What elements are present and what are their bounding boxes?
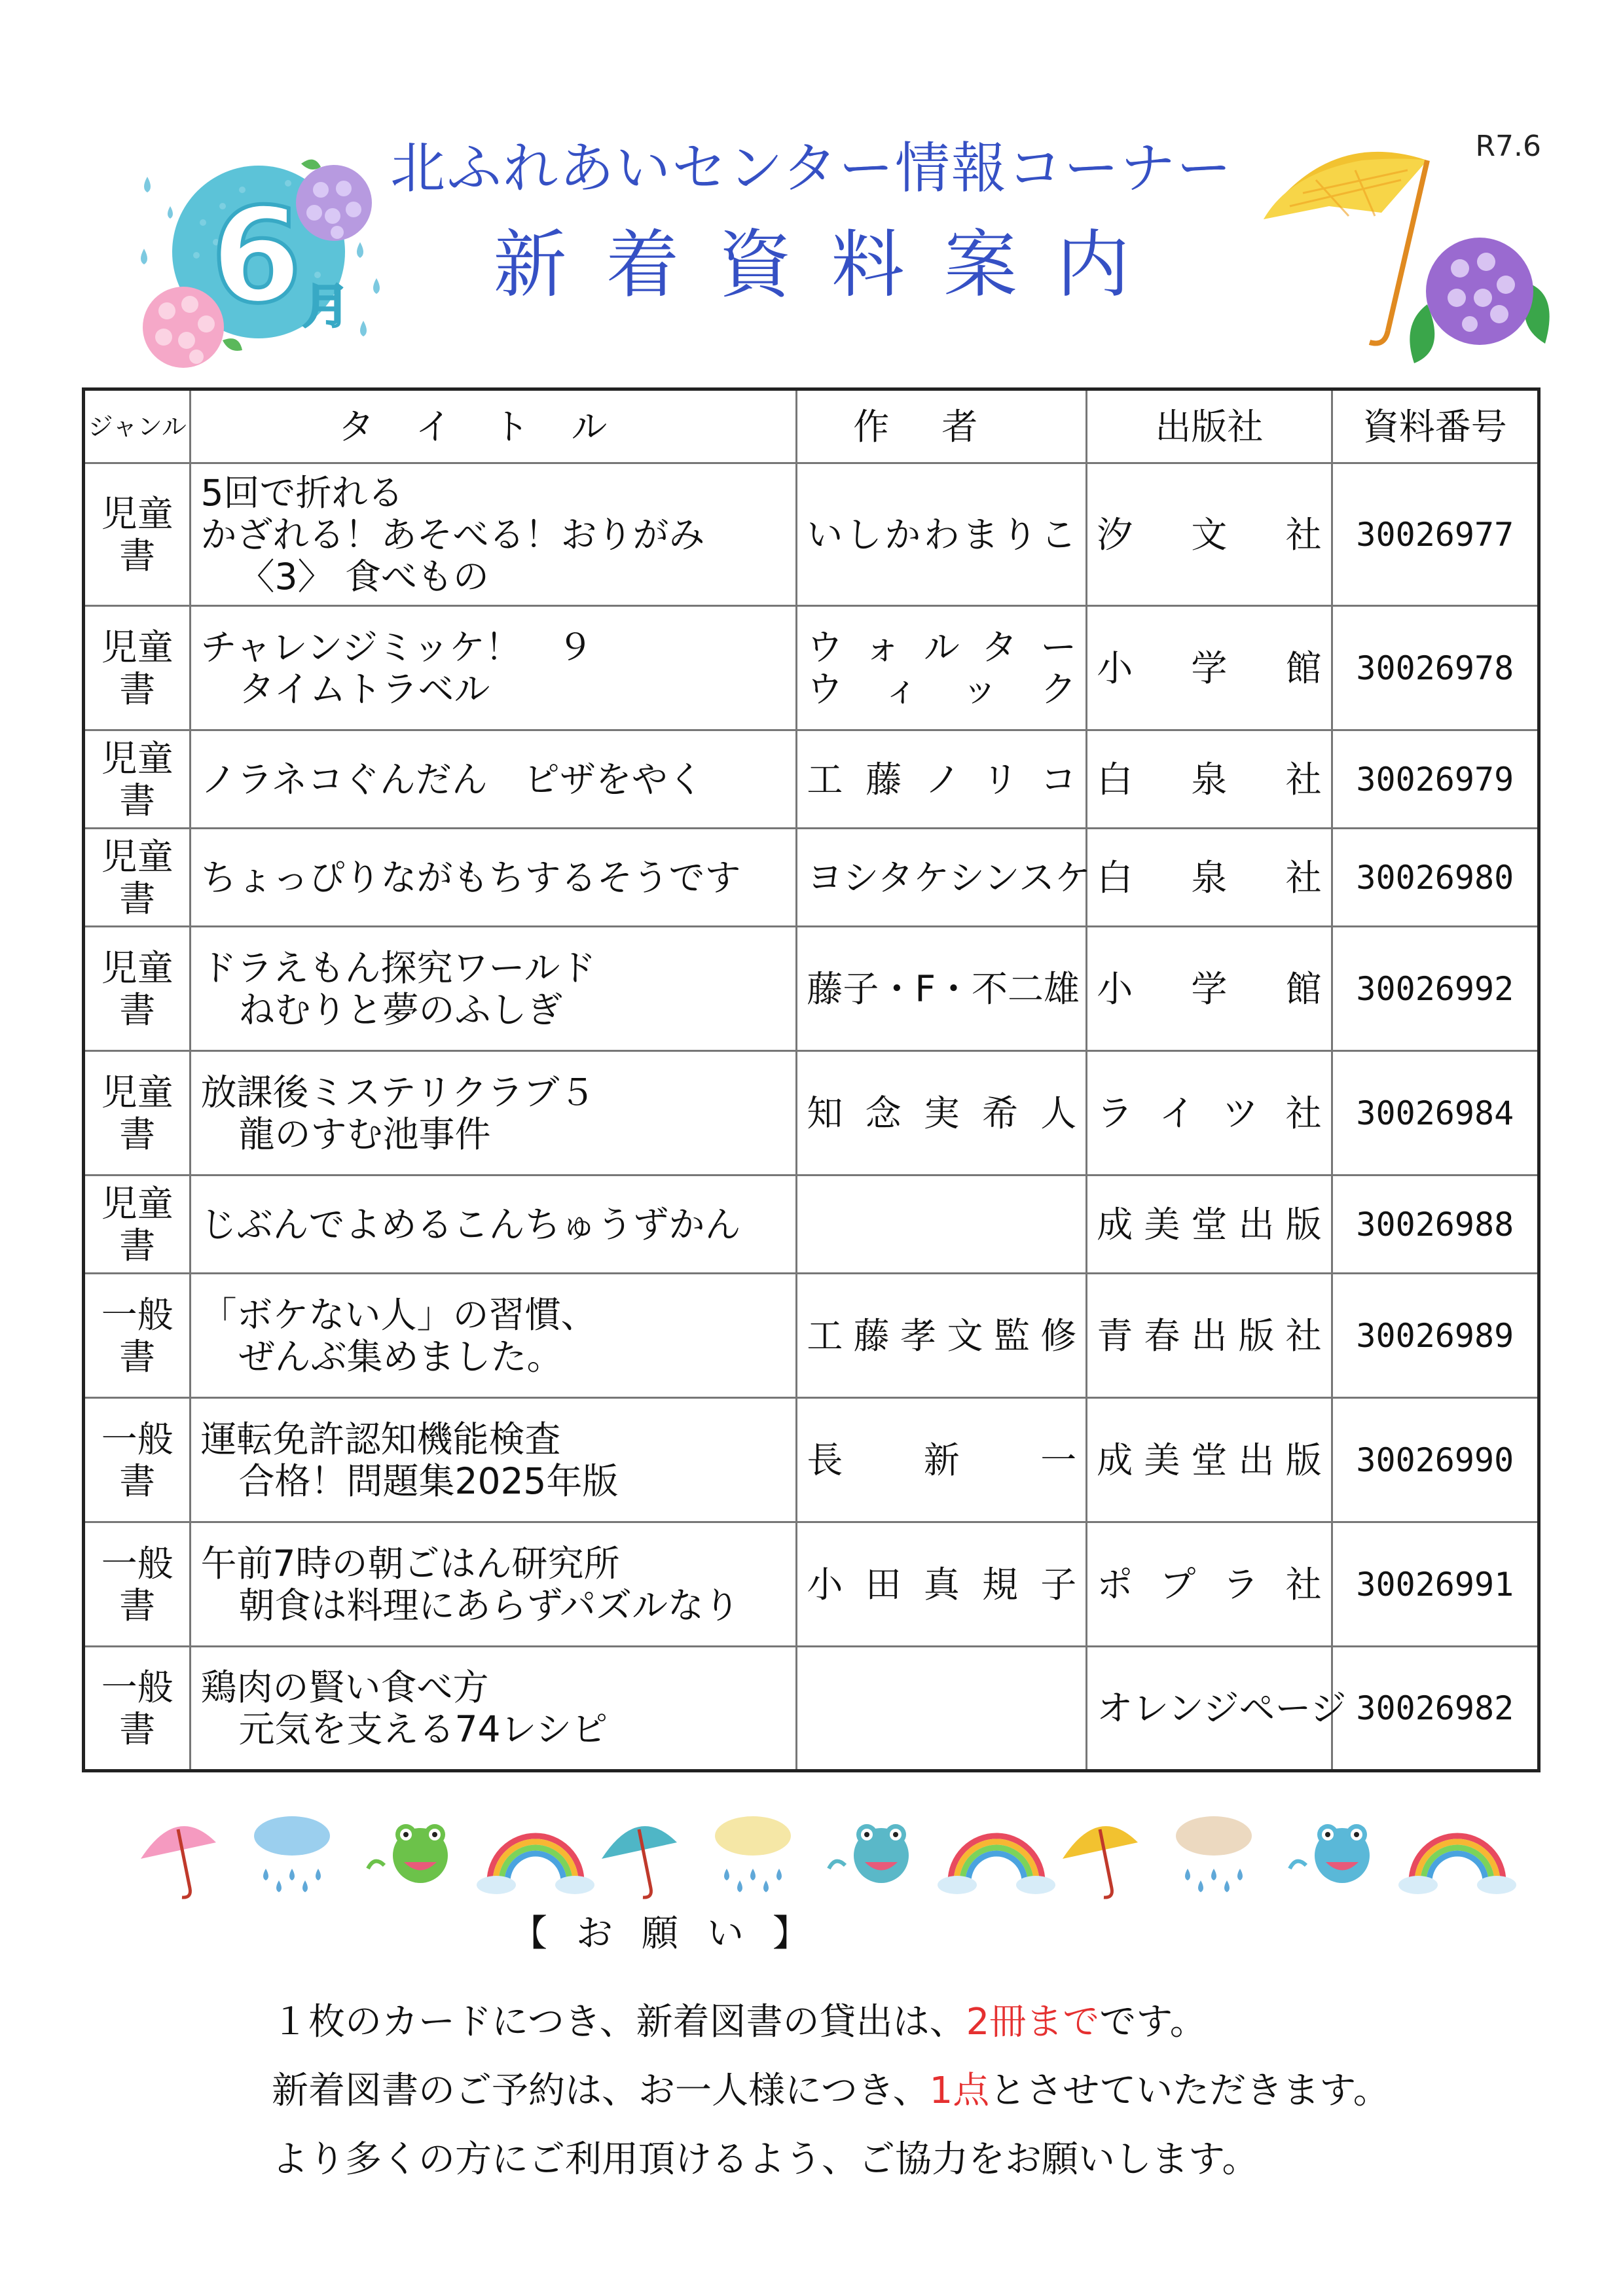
publisher-text: 汐文社 bbox=[1097, 513, 1322, 556]
title-cell bbox=[191, 1051, 797, 1175]
material-id-cell: 30026984 bbox=[1332, 1051, 1539, 1175]
publisher-cell bbox=[1087, 730, 1332, 829]
publisher-text: 白泉社 bbox=[1097, 758, 1322, 800]
genre-cell: 児童書 bbox=[84, 463, 191, 606]
author-line: 長新一 bbox=[807, 1439, 1077, 1481]
author-cell bbox=[797, 1175, 1087, 1274]
title-cell bbox=[191, 1647, 797, 1771]
rain-theme-border bbox=[131, 1810, 1519, 1908]
title-line: ドラえもん探究ワールド bbox=[200, 946, 596, 989]
publisher-cell bbox=[1087, 1522, 1332, 1647]
author-cell bbox=[797, 1274, 1087, 1398]
title-cell bbox=[191, 927, 797, 1051]
table-row bbox=[84, 927, 1539, 1051]
genre-cell: 一般書 bbox=[84, 1647, 191, 1771]
publisher-text: ポプラ社 bbox=[1097, 1563, 1322, 1605]
title-line: じぶんでよめるこんちゅうずかん bbox=[200, 1203, 741, 1246]
publisher-cell bbox=[1087, 1175, 1332, 1274]
header-genre: ジャンル bbox=[84, 389, 191, 463]
publisher-cell bbox=[1087, 1647, 1347, 1771]
publisher-text: 成美堂出版 bbox=[1097, 1439, 1322, 1481]
page-subtitle: 北ふれあいセンター情報コーナー bbox=[390, 136, 1233, 200]
frog-icon bbox=[829, 1824, 909, 1883]
genre-cell: 児童書 bbox=[84, 606, 191, 730]
title-line: ぜんぶ集めました。 bbox=[238, 1335, 563, 1378]
umbrella-icon bbox=[1063, 1826, 1138, 1897]
author-cell bbox=[797, 606, 1087, 730]
genre-cell: 一般書 bbox=[84, 1274, 191, 1398]
title-cell bbox=[191, 606, 797, 730]
table-row bbox=[84, 1051, 1539, 1175]
new-materials-table bbox=[82, 387, 1541, 1772]
table-header-row bbox=[84, 389, 1539, 463]
rainbow-icon bbox=[477, 1836, 594, 1894]
publisher-cell bbox=[1087, 829, 1332, 927]
publisher-text: 小学館 bbox=[1097, 967, 1322, 1010]
material-id-cell: 30026992 bbox=[1332, 927, 1539, 1051]
header-publisher: 出版社 bbox=[1087, 389, 1332, 463]
author-cell bbox=[797, 1522, 1087, 1647]
material-id-cell: 30026977 bbox=[1332, 463, 1539, 606]
notice-heading: 【お願い】 bbox=[511, 1912, 838, 1955]
table-row bbox=[84, 829, 1539, 927]
material-id-cell: 30026990 bbox=[1332, 1398, 1539, 1522]
notice-line-2 bbox=[272, 2062, 1390, 2114]
umbrella-icon bbox=[141, 1826, 216, 1897]
month-character: 月 bbox=[302, 279, 350, 334]
title-cell bbox=[191, 463, 797, 606]
publisher-text: オレンジページ bbox=[1097, 1687, 1347, 1729]
reservation-limit: 1点 bbox=[929, 2070, 990, 2112]
author-cell bbox=[797, 927, 1087, 1051]
loan-limit: 2冊まで bbox=[966, 2001, 1100, 2043]
title-cell bbox=[191, 1175, 797, 1274]
publisher-text: 白泉社 bbox=[1097, 856, 1322, 899]
material-id-cell: 30026980 bbox=[1332, 829, 1539, 927]
publisher-cell bbox=[1087, 1274, 1332, 1398]
author-line: 小田真規子 bbox=[807, 1563, 1077, 1605]
notice-line-2-text: 新着図書のご予約は、お一人様につき、 bbox=[272, 2070, 930, 2112]
author-line: いしかわまりこ bbox=[807, 513, 1077, 556]
month-number: 6 bbox=[211, 180, 302, 332]
material-id-cell: 30026991 bbox=[1332, 1522, 1539, 1647]
publisher-text: ライツ社 bbox=[1097, 1092, 1322, 1134]
material-id-cell: 30026978 bbox=[1332, 606, 1539, 730]
table-row bbox=[84, 1398, 1539, 1522]
title-line: 朝食は料理にあらずパズルなり bbox=[238, 1584, 740, 1626]
author-cell bbox=[797, 1398, 1087, 1522]
author-cell bbox=[797, 1647, 1087, 1771]
genre-cell: 児童書 bbox=[84, 1051, 191, 1175]
title-line: 放課後ミステリクラブ５ bbox=[200, 1071, 596, 1113]
material-id-cell: 30026982 bbox=[1332, 1647, 1539, 1771]
title-line: 合格！問題集2025年版 bbox=[238, 1460, 619, 1502]
genre-cell: 児童書 bbox=[84, 927, 191, 1051]
header-material-id: 資料番号 bbox=[1332, 389, 1539, 463]
umbrella-icon bbox=[602, 1826, 677, 1897]
cloud-icon bbox=[715, 1816, 791, 1892]
publisher-text: 小学館 bbox=[1097, 647, 1322, 689]
table-row bbox=[84, 1175, 1539, 1274]
genre-cell: 一般書 bbox=[84, 1398, 191, 1522]
table-row bbox=[84, 1647, 1539, 1771]
author-cell bbox=[797, 829, 1091, 927]
title-line: 「ボケない人」の習慣、 bbox=[200, 1293, 597, 1336]
header-author: 作者 bbox=[797, 389, 1087, 463]
frog-icon bbox=[368, 1824, 448, 1883]
cloud-icon bbox=[1176, 1816, 1252, 1892]
rainbow-icon bbox=[938, 1836, 1055, 1894]
author-cell bbox=[797, 730, 1087, 829]
material-id-cell: 30026989 bbox=[1332, 1274, 1539, 1398]
author-cell bbox=[797, 463, 1087, 606]
table-row bbox=[84, 1522, 1539, 1647]
title-line: チャレンジミッケ！ ９ bbox=[200, 626, 593, 668]
title-cell bbox=[191, 1398, 797, 1522]
title-cell bbox=[191, 1274, 797, 1398]
title-line: 龍のすむ池事件 bbox=[238, 1113, 491, 1155]
genre-cell: 児童書 bbox=[84, 730, 191, 829]
rainbow-icon bbox=[1398, 1836, 1516, 1894]
title-line: ねむりと夢のふしぎ bbox=[238, 988, 563, 1031]
title-cell bbox=[191, 730, 797, 829]
author-line: ウォルター bbox=[807, 626, 1077, 668]
table-row bbox=[84, 1274, 1539, 1398]
table-row bbox=[84, 606, 1539, 730]
author-cell bbox=[797, 1051, 1087, 1175]
title-line: かざれる！あそべる！おりがみ bbox=[200, 513, 705, 556]
material-id-cell: 30026988 bbox=[1332, 1175, 1539, 1274]
author-line: 藤子・F・不二雄 bbox=[807, 967, 1080, 1010]
title-cell bbox=[191, 829, 797, 927]
title-line: タイムトラベル bbox=[238, 668, 490, 710]
title-line: ちょっぴりながもちするそうです bbox=[200, 856, 741, 899]
author-line: ヨシタケシンスケ bbox=[807, 856, 1091, 899]
author-line: 知念実希人 bbox=[807, 1092, 1077, 1134]
title-line: 〈3〉 食べもの bbox=[238, 555, 489, 598]
cloud-icon bbox=[254, 1816, 330, 1892]
title-line: 午前7時の朝ごはん研究所 bbox=[200, 1542, 620, 1585]
notice-line-1-end: です。 bbox=[1099, 2001, 1207, 2043]
notice-line-1-text: １枚のカードにつき、新着図書の貸出は、 bbox=[272, 2001, 966, 2043]
frog-icon bbox=[1290, 1824, 1370, 1883]
publisher-cell bbox=[1087, 927, 1332, 1051]
title-cell bbox=[191, 1522, 797, 1647]
publisher-text: 青春出版社 bbox=[1097, 1314, 1322, 1357]
author-line: ウィック bbox=[807, 668, 1077, 710]
author-line: 工藤ノリコ bbox=[807, 758, 1077, 800]
author-line: 工藤孝文監修 bbox=[807, 1314, 1077, 1357]
publisher-cell bbox=[1087, 463, 1332, 606]
table-row bbox=[84, 463, 1539, 606]
publisher-cell bbox=[1087, 606, 1332, 730]
publisher-cell bbox=[1087, 1398, 1332, 1522]
material-id-cell: 30026979 bbox=[1332, 730, 1539, 829]
edition-label: R7.6 bbox=[1475, 130, 1541, 163]
title-line: 5回で折れる bbox=[200, 471, 404, 514]
publisher-text: 成美堂出版 bbox=[1097, 1203, 1322, 1246]
genre-cell: 一般書 bbox=[84, 1522, 191, 1647]
title-line: 元気を支える74レシピ bbox=[238, 1708, 608, 1750]
genre-cell: 児童書 bbox=[84, 829, 191, 927]
page-title: 新着資料案内 bbox=[493, 223, 1169, 308]
title-line: 鶏肉の賢い食べ方 bbox=[200, 1666, 489, 1708]
publisher-cell bbox=[1087, 1051, 1332, 1175]
genre-cell: 児童書 bbox=[84, 1175, 191, 1274]
notice-line-3: より多くの方にご利用頂けるよう、ご協力をお願いします。 bbox=[272, 2138, 1259, 2181]
title-line: ノラネコぐんだん ピザをやく bbox=[200, 758, 704, 800]
table-row bbox=[84, 730, 1539, 829]
header-title: タイトル bbox=[191, 389, 797, 463]
notice-line-2-end: とさせていただきます。 bbox=[989, 2070, 1390, 2112]
notice-line-1 bbox=[272, 1993, 1207, 2045]
title-line: 運転免許認知機能検査 bbox=[200, 1418, 561, 1460]
